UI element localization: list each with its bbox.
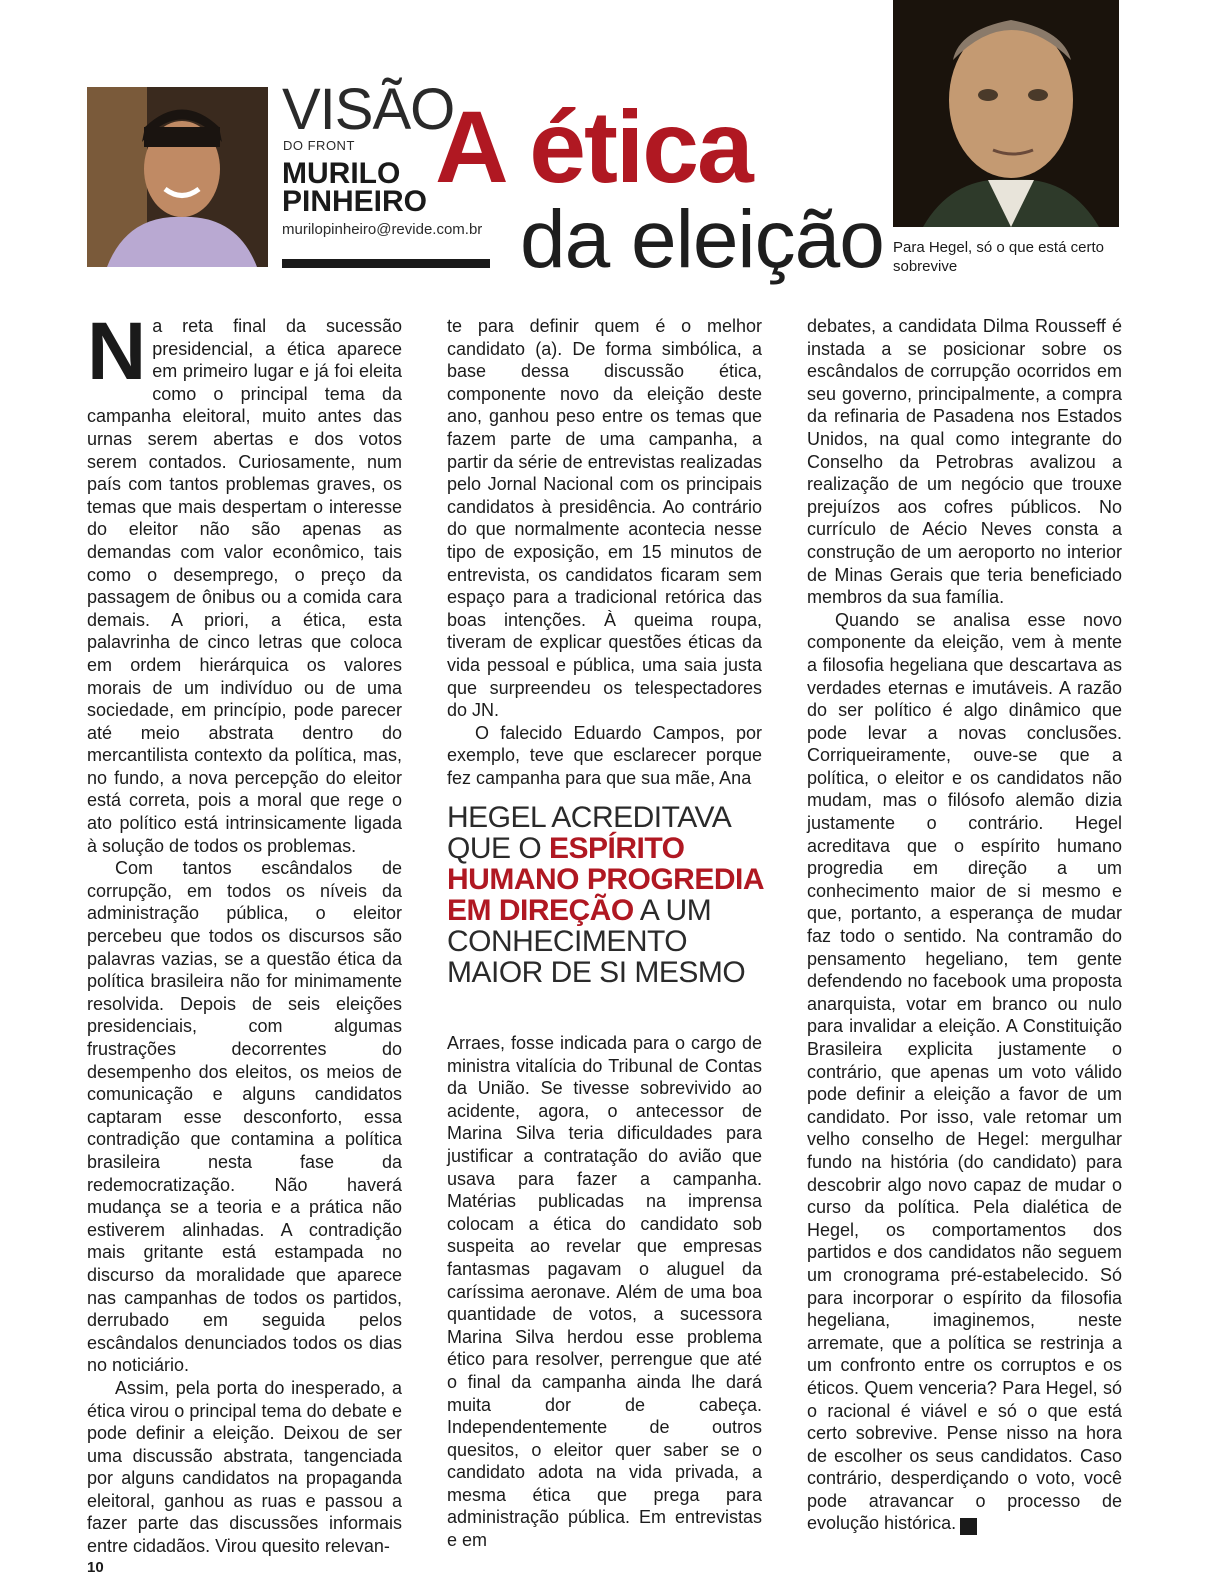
header-divider-bar (282, 259, 490, 268)
author-email: murilopinheiro@revide.com.br (282, 221, 483, 238)
article-column-1 (87, 306, 402, 1558)
end-mark-icon: r (960, 1518, 977, 1535)
column-name: VISÃO (282, 77, 455, 142)
drop-cap: N (87, 306, 147, 397)
paragraph-text: a reta final da sucessão presidencial, a ética aparece em primeiro lugar e já foi eleita como o principal tema da campanha eleitoral, muito antes das urnas serem abertas e dos votos serem contados. Curiosamente, num país com tantos problemas graves, os temas que mais despertam o interesse do eleitor não são apenas as demandas com valor econômico, tais como o desemprego, o preço da passagem de ônibus ou a comida cara demais. A priori, a ética, esta palavrinha de cinco letras que coloca em ordem hierárquica os valores morais de um indivíduo ou de uma sociedade, em princípio, pode parecer até meio abstrata dentro do mercantilista contexto da política, mas, no fundo, a nova percepção do eleitor está correta, pois a moral que rege o ato político está intrinsicamente ligada à solução de todos os problemas. (87, 316, 402, 856)
headline-sub: da eleição (520, 194, 884, 285)
photo-caption: Para Hegel, só o que está certo sobrevive (893, 239, 1104, 275)
paragraph: Arraes, fosse indicada para o cargo de ministra vitalícia do Tribunal de Contas da União. Se tivesse sobrevivido ao acidente, agora, o antecessor de Marina Silva teria dificuldades para justificar a contratação do avião que usava para fazer a campanha. Matérias publicadas na imprensa colocam a ética do candidato sob suspeita ao revelar que empresas fantasmas pagavam o aluguel da caríssima aeronave. Além de uma boa quantidade de votos, a sucessora Marina Silva herdou esse problema ético para resolver, perrengue que até o final da campanha ainda lhe dará muita dor de cabeça. Independentemente de outros quesitos, o eleitor quer saber se o candidato adota na vida privada, a mesma ética que prega para administração pública. Em entrevistas e em (447, 1033, 762, 1551)
headline-main: A ética (435, 90, 752, 204)
article-column-2-top (447, 315, 762, 789)
paragraph: debates, a candidata Dilma Rousseff é instada a se posicionar sobre os escândalos de corrupção ocorridos em seu governo, principalmente, a compra da refinaria de Pasadena nos Estados Unidos, na qual como integrante do Conselho da Petrobras avalizou a realização de um negócio que trouxe prejuízos aos cofres públicos. No currículo de Aécio Neves consta a construção de um aeroporto no interior de Minas Gerais que teria beneficiado membros da sua família. (807, 316, 1122, 608)
pull-quote-text: HEGEL ACREDITAVA QUE O (447, 801, 730, 865)
paragraph-text: Quando se analisa esse novo componente da eleição, vem à mente a filosofia hegeliana que descartava as verdades eternas e imutáveis. A razão do ser político é algo dinâmico que pode levar a novas conclusões. Corriqueiramente, ouve-se que a política, o eleitor e os candidatos não mudam, mas o filósofo alemão dizia justamente o contrário. Hegel acreditava que o espírito humano progredia em direção a um conhecimento maior de si mesmo e que, portanto, a esperança de mudar faz todo o sentido. Na contramão do pensamento hegeliano, tem gente defendendo no facebook uma proposta anarquista, votar em branco ou nulo para invalidar a eleição. A Constituição Brasileira explicita justamente o contrário, que apenas um voto válido pode definir a eleição a favor de um candidato. Por isso, vale retomar um velho conselho de Hegel: mergulhar fundo na história (do candidato) para descobrir algo novo capaz de mudar o curso da política. Pela dialética de Hegel, os comportamentos dos partidos e dos candidatos não seguem um cronograma pré-estabelecido. Só para incorporar o espírito da filosofia hegeliana, imaginemos, neste arremate, que a política se restrinja a um confronto entre os corruptos e os éticos. Quem venceria? Para Hegel, só o racional é viável e só o que está certo sobrevive. Pense nisso na hora de escolher os seus candidatos. Caso contrário, desperdiçando o voto, você pode atravancar o processo de evolução histórica. (807, 609, 1122, 1534)
paragraph: O falecido Eduardo Campos, por exemplo, teve que esclarecer porque fez campanha para que sua mãe, Ana (447, 722, 762, 788)
pull-quote-highlight: ESPÍRITO HUMANO PROGREDIA EM DIREÇÃO (447, 832, 763, 927)
article-column-3 (807, 315, 1122, 1535)
paragraph (807, 609, 1122, 1536)
paragraph (87, 306, 402, 857)
column-subname: DO FRONT (283, 138, 355, 153)
pull-quote-text: A UM CONHECIMENTO MAIOR DE SI MESMO (447, 894, 746, 989)
article-column-2-bottom (447, 1032, 762, 1552)
hegel-portrait (893, 0, 1119, 227)
page-number: 10 (87, 1559, 104, 1576)
paragraph: Com tantos escândalos de corrupção, em todos os níveis da administração pública, o eleitor percebeu que todos os discursos são palavras vazias, se a questão ética da política brasileira não for minimamente resolvida. Depois de seis eleições presidenciais, com algumas frustrações decorrentes do desempenho dos eleitos, os meios de comunicação e alguns candidatos captaram esse desconforto, essa contradição que contamina a política brasileira nesta fase da redemocratização. Não haverá mudança se a teoria e a prática não estiverem alinhadas. A contradição mais gritante está estampada no discurso da moralidade que aparece nas campanhas de todos os partidos, derrubado em seguida pelos escândalos denunciados todos os dias no noticiário. (87, 858, 402, 1376)
paragraph: te para definir quem é o melhor candidato (a). De forma simbólica, a base dessa discussão ética, componente novo da eleição deste ano, ganhou peso entre os temas que fazem parte de uma campanha, a partir da série de entrevistas realizadas pelo Jornal Nacional com os principais candidatos à presidência. Ao contrário do que normalmente acontecia nesse tipo de exposição, em 15 minutos de entrevista, os candidatos ficaram sem espaço para a tradicional retórica das boas intenções. À queima roupa, tiveram de explicar questões éticas da vida pessoal e pública, uma saia justa que surpreendeu os telespectadores do JN. (447, 316, 762, 721)
paragraph: Assim, pela porta do inesperado, a ética virou o principal tema do debate e pode definir a eleição. Deixou de ser uma discussão abstrata, tangenciada por alguns candidatos na propaganda eleitoral, ganhou as ruas e passou a fazer parte das discussões informais entre cidadãos. Virou quesito relevan- (87, 1377, 402, 1557)
author-name: MURILO PINHEIRO (282, 157, 428, 218)
pull-quote (447, 802, 767, 988)
author-photo (87, 87, 268, 267)
